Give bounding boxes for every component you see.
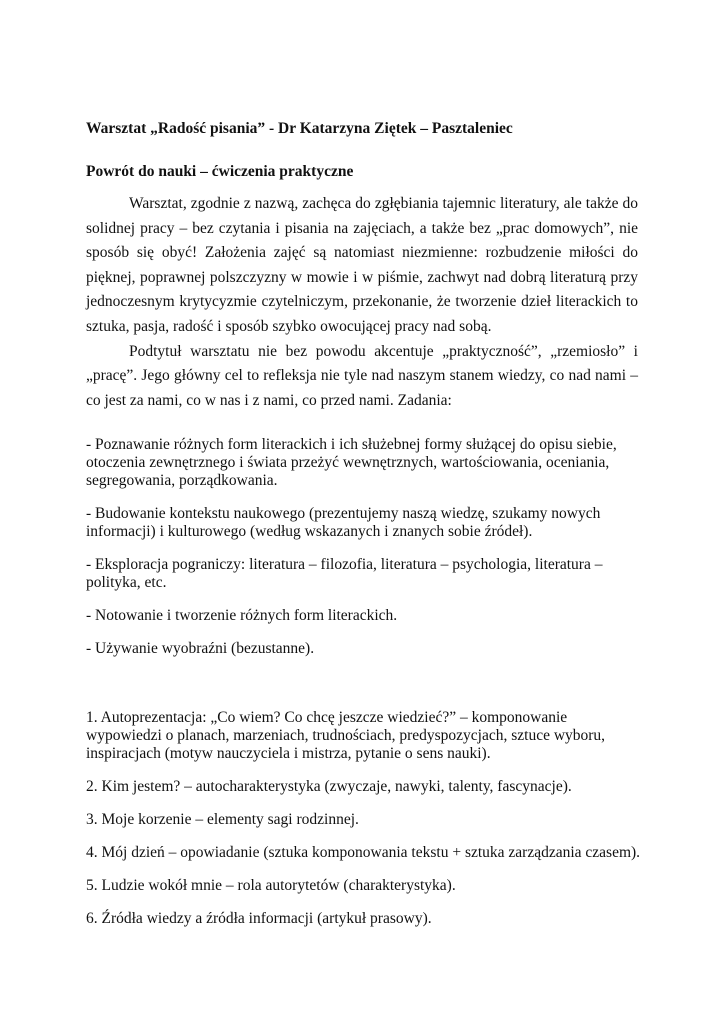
task-item: - Notowanie i tworzenie różnych form literackich. [86,607,398,624]
intro-section [86,192,638,413]
task-item: - Poznawanie różnych form literackich i ich służebnej formy służącej do opisu siebie, otoczenia zewnętrznego i świata przeżyć wewnętrznych, wartościowania, oceniania, segregowania, porządkowania. [86,436,617,489]
intro-paragraph: Warsztat, zgodnie z nazwą, zachęca do zgłębiania tajemnic literatury, ale także do solidnej pracy – bez czytania i pisania na zajęciach, a także bez „prac domowych”, nie sposób się obyć! Założenia zajęć są natomiast niezmienne: rozbudzenie miłości do pięknej, poprawnej polszczyzny w mowie i w piśmie, zachwyt nad dobrą literaturą przy jednoczesnym krytycyzmie czytelniczym, przekonanie, że tworzenie dzieł literackich to sztuka, pasja, radość i sposób szybko owocującej pracy nad sobą. [86,195,638,335]
document-subtitle: Powrót do nauki – ćwiczenia praktyczne [86,163,354,180]
numbered-item: 4. Mój dzień – opowiadanie (sztuka komponowania tekstu + sztuka zarządzania czasem). [86,844,641,861]
numbered-item: 6. Źródła wiedzy a źródła informacji (artykuł prasowy). [86,910,432,927]
numbered-item: 3. Moje korzenie – elementy sagi rodzinnej. [86,811,359,828]
document-title: Warsztat „Radość pisania” - Dr Katarzyna Ziętek – Pasztaleniec [86,120,513,137]
task-item: - Eksploracja pograniczy: literatura – filozofia, literatura – psychologia, literatura – polityka, etc. [86,556,603,591]
task-item: - Budowanie kontekstu naukowego (prezentujemy naszą wiedzę, szukamy nowych informacji) i kulturowego (według wskazanych i znanych sobie źródeł). [86,505,601,540]
numbered-item: 5. Ludzie wokół mnie – rola autorytetów (charakterystyka). [86,877,456,894]
numbered-item: 2. Kim jestem? – autocharakterystyka (zwyczaje, nawyki, talenty, fascynacje). [86,778,572,795]
numbered-item: 1. Autoprezentacja: „Co wiem? Co chcę jeszcze wiedzieć?” – komponowanie wypowiedzi o planach, marzeniach, trudnościach, predyspozycjach, sztuce wyboru, inspiracjach (motyw nauczyciela i mistrza, pytanie o sens nauki). [86,709,606,762]
intro-paragraph: Podtytuł warsztatu nie bez powodu akcentuje „praktyczność”, „rzemiosło” i „pracę”. Jego główny cel to refleksja nie tyle nad naszym stanem wiedzy, co nad nami – co jest za nami, co w nas i z nami, co przed nami. Zadania: [86,342,638,409]
tasks-list [86,436,646,673]
numbered-list [86,709,646,943]
task-item: - Używanie wyobraźni (bezustanne). [86,640,315,657]
